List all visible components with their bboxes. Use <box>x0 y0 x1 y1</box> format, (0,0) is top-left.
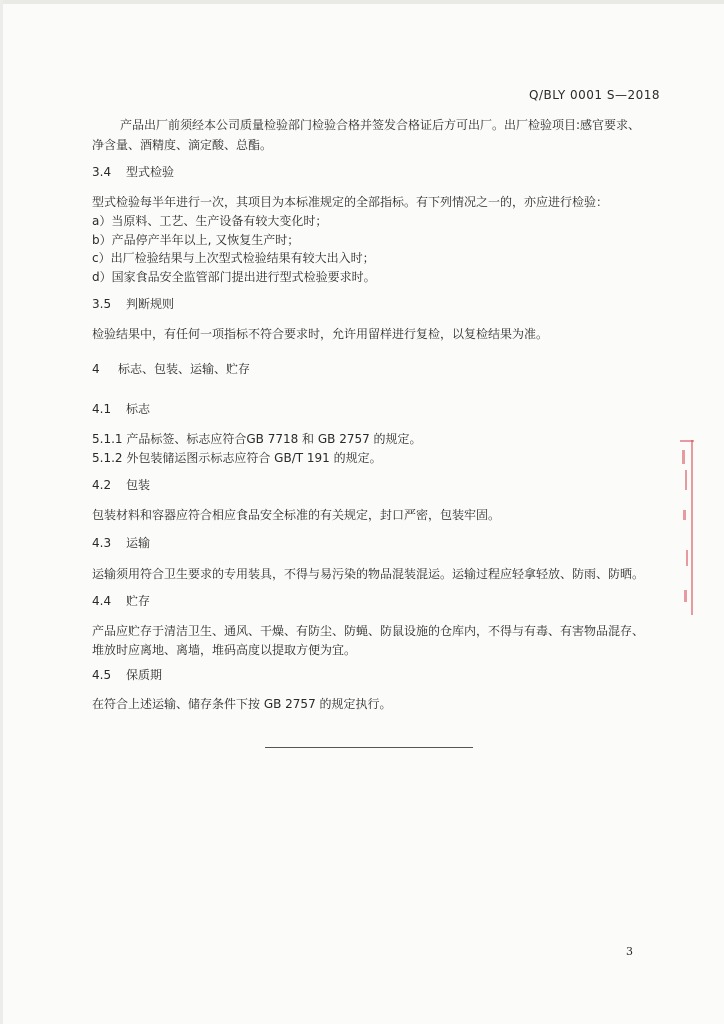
list-item: a）当原料、工艺、生产设备有较大变化时； <box>92 214 328 228</box>
list-item: d）国家食品安全监管部门提出进行型式检验要求时。 <box>92 270 376 284</box>
storage-line-2: 堆放时应离地、离墙，堆码高度以提取方便为宜。 <box>92 643 357 657</box>
heading-title: 型式检验 <box>126 165 175 179</box>
intro-line-2: 净含量、酒精度、滴定酸、总酯。 <box>92 138 273 152</box>
heading-number: 3.4 <box>92 165 112 179</box>
heading-number: 4.1 <box>92 402 112 416</box>
heading-4-3 <box>92 536 150 551</box>
packaging-paragraph: 包装材料和容器应符合相应食品安全标准的有关规定，封口严密，包装牢固。 <box>92 508 501 522</box>
end-divider <box>265 747 473 748</box>
heading-4-1 <box>92 402 150 417</box>
heading-number: 4.3 <box>92 536 112 550</box>
scan-edge-top <box>0 0 724 4</box>
heading-number: 4.2 <box>92 478 112 492</box>
transport-paragraph: 运输须用符合卫生要求的专用装具，不得与易污染的物品混装混运。运输过程应轻拿轻放、防雨、防晒。 <box>92 567 645 581</box>
heading-4-2 <box>92 478 150 493</box>
heading-title: 包装 <box>126 478 151 492</box>
judgment-paragraph: 检验结果中，有任何一项指标不符合要求时，允许用留样进行复检，以复检结果为准。 <box>92 327 549 341</box>
heading-title: 保质期 <box>126 668 163 682</box>
intro-line-1: 产品出厂前须经本公司质量检验部门检验合格并签发合格证后方可出厂。出厂检验项目:感官要求、 <box>120 118 641 132</box>
page-number: 3 <box>626 945 633 958</box>
scan-edge-left <box>0 0 3 1024</box>
heading-title: 标志、包装、运输、贮存 <box>118 362 251 376</box>
heading-number: 4.4 <box>92 594 112 608</box>
heading-title: 标志 <box>126 402 151 416</box>
heading-number: 3.5 <box>92 297 112 311</box>
heading-4-5 <box>92 668 162 683</box>
heading-number: 4.5 <box>92 668 112 682</box>
heading-3-5 <box>92 297 174 312</box>
standard-code: Q/BLY 0001 S—2018 <box>529 88 660 102</box>
heading-title: 运输 <box>126 536 151 550</box>
shelf-life-paragraph: 在符合上述运输、储存条件下按 GB 2757 的规定执行。 <box>92 697 392 711</box>
type-inspection-paragraph: 型式检验每半年进行一次，其项目为本标准规定的全部指标。有下列情况之一的，亦应进行检验： <box>92 195 609 209</box>
list-item: c）出厂检验结果与上次型式检验结果有较大出入时； <box>92 251 375 265</box>
heading-number: 4 <box>92 362 100 376</box>
marking-clause-1: 5.1.1 产品标签、标志应符合GB 7718 和 GB 2757 的规定。 <box>92 432 422 446</box>
marking-clause-2: 5.1.2 外包装储运图示标志应符合 GB/T 191 的规定。 <box>92 451 382 465</box>
seal-stamp-edge <box>680 440 694 615</box>
storage-line-1: 产品应贮存于清洁卫生、通风、干燥、有防尘、防蝇、防鼠设施的仓库内，不得与有毒、有害物品混存、 <box>92 624 645 638</box>
list-item: b）产品停产半年以上, 又恢复生产时； <box>92 233 300 247</box>
heading-title: 判断规则 <box>126 297 175 311</box>
heading-title: 贮存 <box>126 594 151 608</box>
heading-4 <box>92 362 250 377</box>
heading-3-4 <box>92 165 174 180</box>
heading-4-4 <box>92 594 150 609</box>
